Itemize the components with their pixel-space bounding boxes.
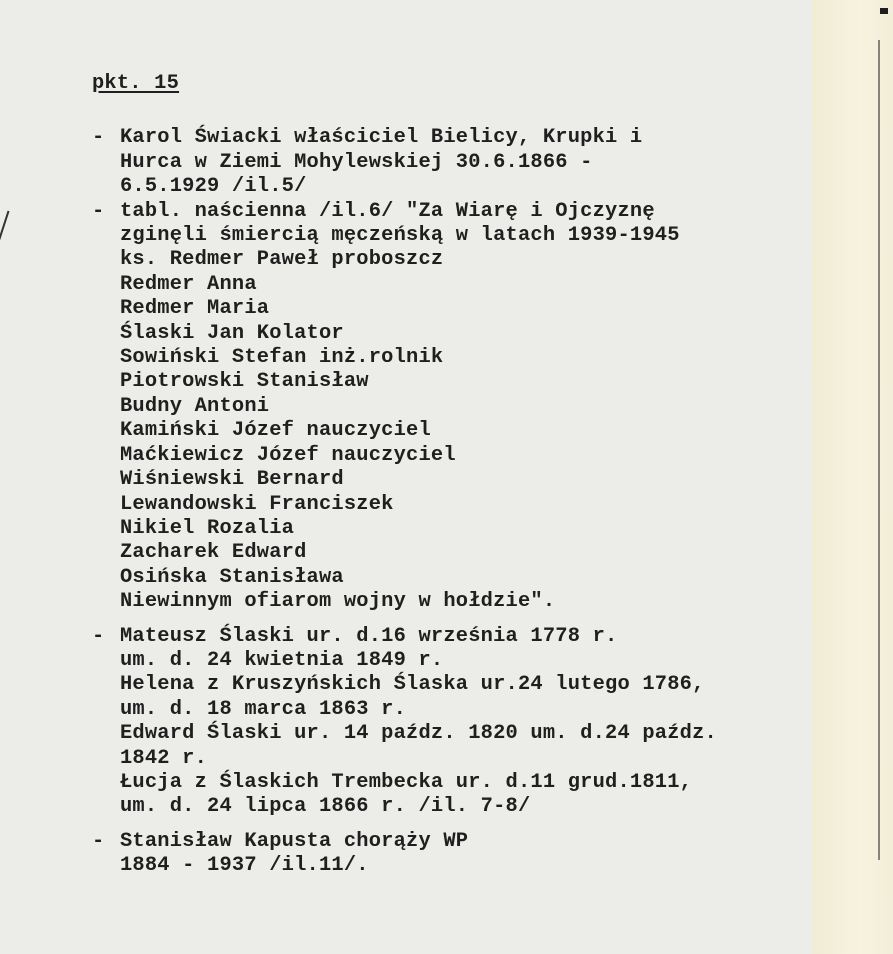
- victim-name: Budny Antoni: [120, 394, 270, 418]
- entry-memorial-plaque: [86, 200, 846, 615]
- victim-name: Zacharek Edward: [120, 541, 307, 565]
- entry-line: um. d. 24 lipca 1866 r. /il. 7-8/: [120, 795, 531, 819]
- entry-line: 1842 r.: [120, 746, 208, 770]
- entry-line: zginęli śmiercią męczeńską w latach 1939-1945: [120, 224, 680, 248]
- entry-line: um. d. 24 kwietnia 1849 r.: [120, 648, 444, 672]
- victim-name: Redmer Anna: [120, 272, 257, 296]
- entry-line: Edward Ślaski ur. 14 paźdz. 1820 um. d.24 paźdz.: [120, 722, 717, 746]
- entry-line: Helena z Kruszyńskich Ślaska ur.24 lutego 1786,: [120, 673, 705, 697]
- bullet-dash: -: [92, 126, 105, 150]
- entry-kapusta: [86, 830, 846, 879]
- entry-line: Niewinnym ofiarom wojny w hołdzie".: [120, 590, 556, 614]
- entry-line: Łucja z Ślaskich Trembecka ur. d.11 grud.1811,: [120, 770, 693, 794]
- victim-name: Ślaski Jan Kolator: [120, 321, 344, 345]
- entry-line: Mateusz Ślaski ur. d.16 września 1778 r.: [120, 624, 618, 648]
- victim-name: Redmer Maria: [120, 297, 270, 321]
- entry-line: tabl. naścienna /il.6/ "Za Wiarę i Ojczyznę: [120, 199, 655, 223]
- victim-name: Wiśniewski Bernard: [120, 468, 344, 492]
- entry-slaski-family: [86, 625, 846, 820]
- typed-document: [86, 72, 846, 879]
- bullet-dash: -: [92, 624, 105, 648]
- corner-mark: [880, 8, 888, 14]
- victim-name: Kamiński Józef nauczyciel: [120, 419, 431, 443]
- entry-line: 1884 - 1937 /il.11/.: [120, 854, 369, 878]
- victim-name: Sowiński Stefan inż.rolnik: [120, 346, 444, 370]
- entry-line: Karol Świacki właściciel Bielicy, Krupki i: [120, 126, 643, 150]
- victim-name: ks. Redmer Paweł proboszcz: [120, 248, 444, 272]
- victim-name: Piotrowski Stanisław: [120, 370, 369, 394]
- bullet-dash: -: [92, 199, 105, 223]
- victim-name: Lewandowski Franciszek: [120, 492, 394, 516]
- entry-swiacki: [86, 126, 846, 199]
- victim-name: Nikiel Rozalia: [120, 516, 295, 540]
- entry-line: Hurca w Ziemi Mohylewskiej 30.6.1866 -: [120, 150, 593, 174]
- victim-name: Osińska Stanisława: [120, 565, 344, 589]
- section-heading: pkt. 15: [92, 72, 180, 95]
- binding-line: [878, 40, 880, 860]
- victim-name: Maćkiewicz Józef nauczyciel: [120, 443, 456, 467]
- entry-line: um. d. 18 marca 1863 r.: [120, 697, 407, 721]
- bullet-dash: -: [92, 829, 105, 853]
- entry-line: Stanisław Kapusta chorąży WP: [120, 829, 469, 853]
- entry-line: 6.5.1929 /il.5/: [120, 175, 307, 199]
